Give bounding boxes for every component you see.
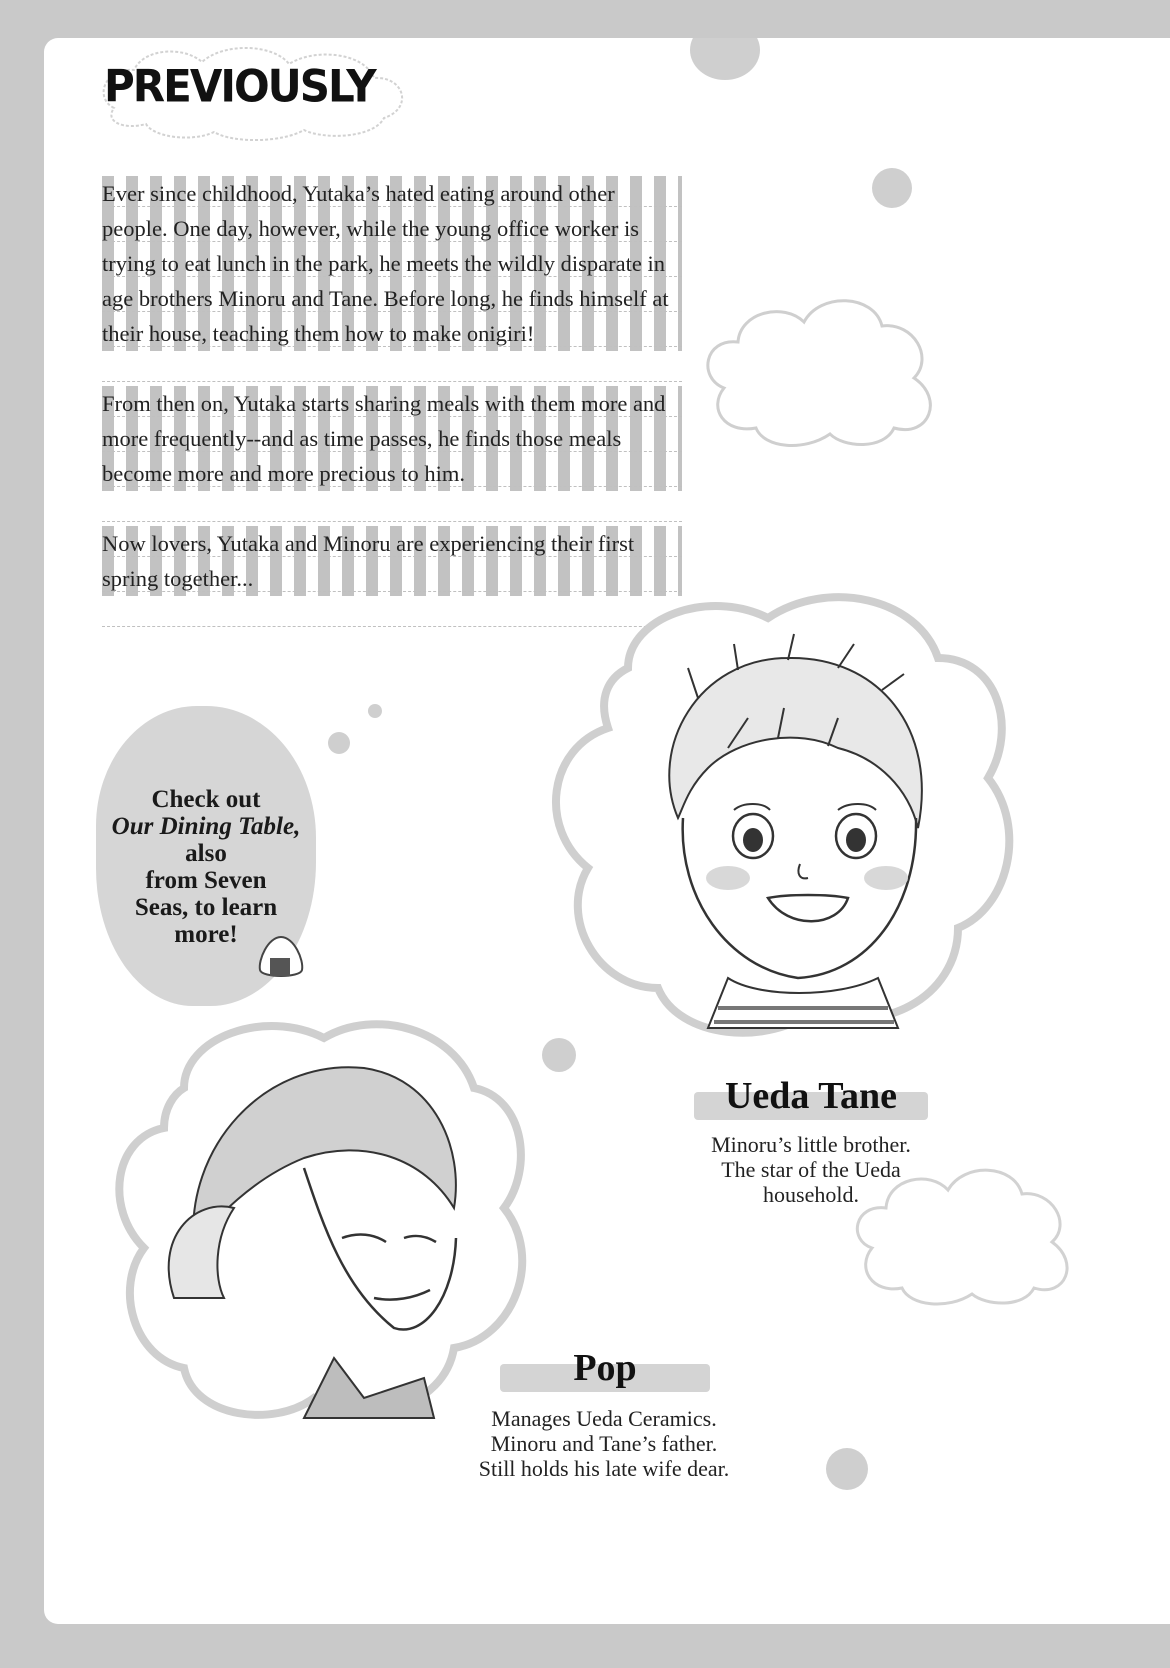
guide-line [102,311,682,312]
character-description [424,1406,784,1481]
onigiri-icon [256,934,306,980]
guide-line [102,451,682,452]
description-line: Minoru and Tane’s father. [490,1431,718,1456]
promo-line: more! [174,921,238,948]
decor-dot [872,168,912,208]
description-line: Manages Ueda Ceramics. [491,1406,717,1431]
guide-line [102,521,682,522]
pop-portrait [104,998,544,1438]
guide-line [102,381,682,382]
character-name: Ueda Tane [724,1075,898,1117]
promo-line: Seas, to learn [134,894,278,921]
guide-line [102,556,682,557]
manga-page [44,38,1170,1624]
promo-line: Check out [151,786,261,813]
story-paragraph-2: From then on, Yutaka starts sharing meals with them more and more frequently--and as time passes, he finds those meals become more and more precious to him. [102,386,682,491]
story-paragraph-1: Ever since childhood, Yutaka’s hated eating around other people. One day, however, while the young office worker is trying to eat lunch in the park, he meets the wildly disparate in age brothers Minoru and Tane. Before long, he finds himself at their house, teaching them how to make onigiri! [102,176,682,351]
promo-title: Our Dining Table, [111,813,301,840]
decor-dot [826,1448,868,1490]
promo-text [96,786,316,948]
story-summary [102,176,682,631]
character-description [656,1132,966,1207]
page-title: PREVIOUSLY [104,60,375,113]
description-line: Minoru’s little brother. [711,1132,911,1157]
promo-line: also [185,840,227,867]
decor-dot [328,732,350,754]
guide-line [102,276,682,277]
description-line: The star of the Ueda [721,1157,901,1182]
guide-line [102,346,682,347]
guide-line [102,206,682,207]
decor-dot [690,38,760,80]
tane-portrait [538,578,1038,1058]
description-line: household. [763,1182,859,1207]
story-paragraph-3: Now lovers, Yutaka and Minoru are experiencing their first spring together... [102,526,682,596]
character-name: Pop [573,1347,637,1389]
decor-cloud [694,278,954,458]
guide-line [102,241,682,242]
decor-dot [368,704,382,718]
guide-line [102,416,682,417]
guide-line [102,486,682,487]
promo-line: from Seven [145,867,267,894]
description-line: Still holds his late wife dear. [478,1456,730,1481]
